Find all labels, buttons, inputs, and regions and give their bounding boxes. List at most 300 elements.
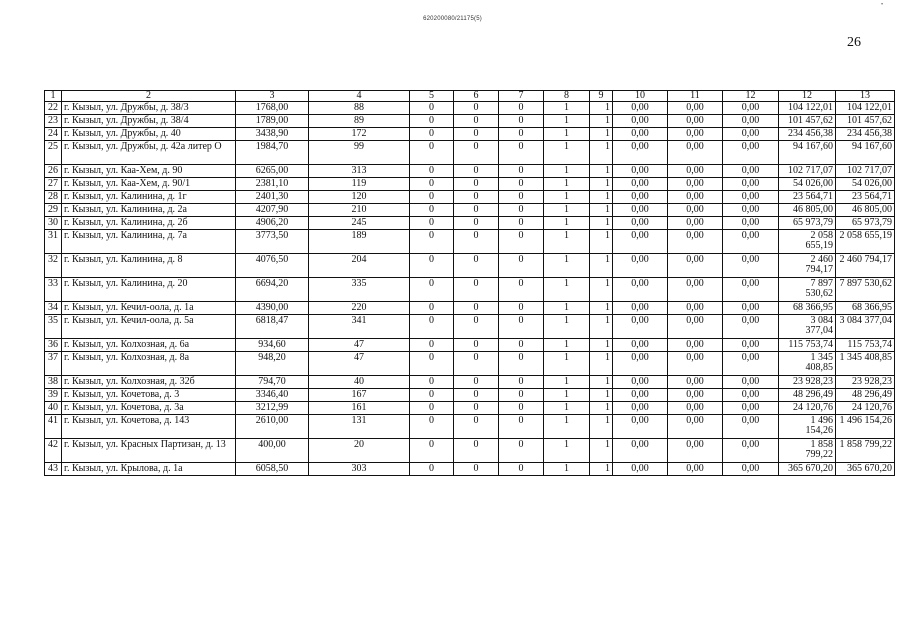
document-code: 620200080/21175(5) (423, 16, 482, 22)
cell-area: 3346,40 (236, 389, 309, 402)
cell-col-8: 1 (544, 389, 590, 402)
cell-area: 4390,00 (236, 302, 309, 315)
cell-residents: 47 (309, 339, 410, 352)
cell-col-8: 1 (544, 415, 590, 439)
cell-col-9: 1 (590, 191, 613, 204)
page-number: 26 (847, 35, 861, 50)
cell-col-11: 0,00 (668, 217, 723, 230)
cell-col-12a: 0,00 (723, 302, 779, 315)
column-number: 2 (62, 91, 236, 102)
cell-residents: 341 (309, 315, 410, 339)
table-row (45, 376, 895, 389)
cell-col-8: 1 (544, 178, 590, 191)
cell-col-8: 1 (544, 102, 590, 115)
cell-col-6: 0 (454, 402, 499, 415)
cell-col-9: 1 (590, 115, 613, 128)
cell-amount-13: 365 670,20 (836, 463, 895, 476)
cell-col-6: 0 (454, 217, 499, 230)
cell-address: г. Кызыл, ул. Калинина, д. 20 (62, 278, 236, 302)
cell-residents: 161 (309, 402, 410, 415)
cell-col-12a: 0,00 (723, 352, 779, 376)
cell-col-9: 1 (590, 128, 613, 141)
cell-col-9: 1 (590, 339, 613, 352)
cell-col-7: 0 (499, 415, 544, 439)
cell-col-9: 1 (590, 217, 613, 230)
cell-col-10: 0,00 (613, 402, 668, 415)
cell-residents: 47 (309, 352, 410, 376)
cell-amount-12: 234 456,38 (779, 128, 836, 141)
cell-row-number: 34 (45, 302, 62, 315)
cell-col-9: 1 (590, 302, 613, 315)
cell-amount-13: 23 928,23 (836, 376, 895, 389)
cell-col-5: 0 (410, 439, 454, 463)
cell-amount-13: 94 167,60 (836, 141, 895, 165)
cell-address: г. Кызыл, ул. Калинина, д. 1г (62, 191, 236, 204)
cell-amount-12: 48 296,49 (779, 389, 836, 402)
cell-col-7: 0 (499, 389, 544, 402)
cell-amount-13: 48 296,49 (836, 389, 895, 402)
cell-col-6: 0 (454, 115, 499, 128)
cell-col-8: 1 (544, 376, 590, 389)
cell-amount-12: 115 753,74 (779, 339, 836, 352)
table-row (45, 165, 895, 178)
cell-col-5: 0 (410, 415, 454, 439)
cell-col-8: 1 (544, 352, 590, 376)
cell-col-6: 0 (454, 165, 499, 178)
cell-col-11: 0,00 (668, 178, 723, 191)
cell-area: 4207,90 (236, 204, 309, 217)
cell-col-10: 0,00 (613, 128, 668, 141)
corner-mark: • (881, 2, 884, 8)
cell-col-12a: 0,00 (723, 463, 779, 476)
cell-col-9: 1 (590, 178, 613, 191)
cell-amount-13: 2 058 655,19 (836, 230, 895, 254)
cell-col-10: 0,00 (613, 352, 668, 376)
table-row (45, 463, 895, 476)
cell-row-number: 40 (45, 402, 62, 415)
cell-row-number: 43 (45, 463, 62, 476)
cell-col-12a: 0,00 (723, 415, 779, 439)
table-row (45, 178, 895, 191)
cell-address: г. Кызыл, ул. Калинина, д. 8 (62, 254, 236, 278)
table-row (45, 415, 895, 439)
cell-amount-13: 234 456,38 (836, 128, 895, 141)
cell-col-9: 1 (590, 315, 613, 339)
cell-col-5: 0 (410, 278, 454, 302)
cell-amount-12: 2 460 794,17 (779, 254, 836, 278)
cell-amount-12: 68 366,95 (779, 302, 836, 315)
table-row (45, 217, 895, 230)
cell-col-12a: 0,00 (723, 389, 779, 402)
table-row (45, 302, 895, 315)
cell-amount-12: 7 897 530,62 (779, 278, 836, 302)
cell-col-11: 0,00 (668, 402, 723, 415)
cell-col-6: 0 (454, 339, 499, 352)
cell-address: г. Кызыл, ул. Колхозная, д. 8а (62, 352, 236, 376)
column-number: 9 (590, 91, 613, 102)
cell-residents: 119 (309, 178, 410, 191)
cell-address: г. Кызыл, ул. Кочетова, д. 3а (62, 402, 236, 415)
cell-col-11: 0,00 (668, 191, 723, 204)
cell-col-7: 0 (499, 302, 544, 315)
cell-row-number: 27 (45, 178, 62, 191)
cell-amount-13: 1 858 799,22 (836, 439, 895, 463)
column-number: 4 (309, 91, 410, 102)
cell-amount-12: 1 858 799,22 (779, 439, 836, 463)
cell-col-8: 1 (544, 204, 590, 217)
cell-row-number: 23 (45, 115, 62, 128)
cell-col-8: 1 (544, 230, 590, 254)
cell-col-7: 0 (499, 376, 544, 389)
cell-col-7: 0 (499, 102, 544, 115)
cell-col-7: 0 (499, 165, 544, 178)
cell-amount-13: 3 084 377,04 (836, 315, 895, 339)
cell-amount-13: 65 973,79 (836, 217, 895, 230)
cell-col-10: 0,00 (613, 254, 668, 278)
cell-area: 948,20 (236, 352, 309, 376)
cell-col-7: 0 (499, 178, 544, 191)
cell-col-5: 0 (410, 128, 454, 141)
column-number: 10 (613, 91, 668, 102)
cell-address: г. Кызыл, ул. Кочетова, д. 3 (62, 389, 236, 402)
cell-amount-13: 115 753,74 (836, 339, 895, 352)
cell-col-7: 0 (499, 254, 544, 278)
cell-residents: 220 (309, 302, 410, 315)
cell-col-9: 1 (590, 439, 613, 463)
cell-col-5: 0 (410, 402, 454, 415)
cell-col-5: 0 (410, 141, 454, 165)
cell-row-number: 22 (45, 102, 62, 115)
cell-amount-13: 1 496 154,26 (836, 415, 895, 439)
cell-row-number: 33 (45, 278, 62, 302)
table-row (45, 102, 895, 115)
cell-residents: 245 (309, 217, 410, 230)
cell-col-9: 1 (590, 402, 613, 415)
cell-col-6: 0 (454, 278, 499, 302)
column-number: 11 (668, 91, 723, 102)
cell-col-11: 0,00 (668, 463, 723, 476)
cell-amount-12: 94 167,60 (779, 141, 836, 165)
table-row (45, 389, 895, 402)
cell-col-6: 0 (454, 439, 499, 463)
table-body (45, 91, 895, 476)
cell-address: г. Кызыл, ул. Каа-Хем, д. 90/1 (62, 178, 236, 191)
cell-col-11: 0,00 (668, 439, 723, 463)
cell-col-7: 0 (499, 230, 544, 254)
cell-address: г. Кызыл, ул. Красных Партизан, д. 13 (62, 439, 236, 463)
cell-area: 3438,90 (236, 128, 309, 141)
cell-col-8: 1 (544, 302, 590, 315)
cell-address: г. Кызыл, ул. Дружбы, д. 38/3 (62, 102, 236, 115)
cell-col-8: 1 (544, 254, 590, 278)
cell-col-7: 0 (499, 217, 544, 230)
cell-col-6: 0 (454, 178, 499, 191)
cell-residents: 89 (309, 115, 410, 128)
cell-amount-12: 2 058 655,19 (779, 230, 836, 254)
cell-col-10: 0,00 (613, 278, 668, 302)
cell-amount-12: 1 496 154,26 (779, 415, 836, 439)
cell-col-12a: 0,00 (723, 128, 779, 141)
cell-col-5: 0 (410, 230, 454, 254)
cell-col-9: 1 (590, 463, 613, 476)
cell-address: г. Кызыл, ул. Крылова, д. 1а (62, 463, 236, 476)
cell-col-10: 0,00 (613, 204, 668, 217)
cell-col-12a: 0,00 (723, 115, 779, 128)
cell-row-number: 37 (45, 352, 62, 376)
cell-col-10: 0,00 (613, 141, 668, 165)
cell-col-12a: 0,00 (723, 339, 779, 352)
cell-col-12a: 0,00 (723, 178, 779, 191)
cell-col-9: 1 (590, 141, 613, 165)
cell-col-10: 0,00 (613, 415, 668, 439)
cell-col-5: 0 (410, 115, 454, 128)
cell-col-8: 1 (544, 402, 590, 415)
cell-amount-13: 1 345 408,85 (836, 352, 895, 376)
cell-col-12a: 0,00 (723, 102, 779, 115)
cell-amount-12: 54 026,00 (779, 178, 836, 191)
cell-col-8: 1 (544, 463, 590, 476)
cell-col-6: 0 (454, 389, 499, 402)
cell-col-11: 0,00 (668, 278, 723, 302)
cell-col-7: 0 (499, 439, 544, 463)
cell-col-5: 0 (410, 352, 454, 376)
cell-col-8: 1 (544, 278, 590, 302)
cell-residents: 120 (309, 191, 410, 204)
cell-col-11: 0,00 (668, 128, 723, 141)
cell-amount-13: 2 460 794,17 (836, 254, 895, 278)
cell-col-11: 0,00 (668, 254, 723, 278)
cell-row-number: 42 (45, 439, 62, 463)
cell-col-5: 0 (410, 191, 454, 204)
column-number: 7 (499, 91, 544, 102)
column-number: 3 (236, 91, 309, 102)
cell-col-11: 0,00 (668, 339, 723, 352)
cell-col-7: 0 (499, 141, 544, 165)
cell-amount-12: 1 345 408,85 (779, 352, 836, 376)
cell-area: 3773,50 (236, 230, 309, 254)
cell-col-10: 0,00 (613, 302, 668, 315)
cell-amount-13: 68 366,95 (836, 302, 895, 315)
cell-address: г. Кызыл, ул. Кечил-оола, д. 5а (62, 315, 236, 339)
table-row (45, 278, 895, 302)
cell-area: 2381,10 (236, 178, 309, 191)
cell-col-10: 0,00 (613, 115, 668, 128)
cell-col-8: 1 (544, 217, 590, 230)
cell-amount-13: 104 122,01 (836, 102, 895, 115)
cell-amount-13: 46 805,00 (836, 204, 895, 217)
cell-residents: 167 (309, 389, 410, 402)
cell-col-12a: 0,00 (723, 217, 779, 230)
cell-col-10: 0,00 (613, 463, 668, 476)
cell-col-8: 1 (544, 315, 590, 339)
cell-residents: 99 (309, 141, 410, 165)
column-number: 12 (723, 91, 779, 102)
table-row (45, 402, 895, 415)
cell-row-number: 32 (45, 254, 62, 278)
cell-amount-13: 54 026,00 (836, 178, 895, 191)
table-row (45, 204, 895, 217)
cell-col-12a: 0,00 (723, 191, 779, 204)
cell-area: 2401,30 (236, 191, 309, 204)
table-row (45, 339, 895, 352)
cell-col-5: 0 (410, 217, 454, 230)
cell-col-8: 1 (544, 141, 590, 165)
cell-col-6: 0 (454, 204, 499, 217)
cell-col-7: 0 (499, 204, 544, 217)
cell-col-9: 1 (590, 102, 613, 115)
column-number: 13 (836, 91, 895, 102)
cell-address: г. Кызыл, ул. Калинина, д. 7а (62, 230, 236, 254)
cell-col-11: 0,00 (668, 302, 723, 315)
cell-col-11: 0,00 (668, 415, 723, 439)
cell-address: г. Кызыл, ул. Дружбы, д. 40 (62, 128, 236, 141)
cell-col-8: 1 (544, 165, 590, 178)
cell-col-6: 0 (454, 102, 499, 115)
cell-row-number: 30 (45, 217, 62, 230)
cell-area: 400,00 (236, 439, 309, 463)
cell-residents: 20 (309, 439, 410, 463)
cell-amount-13: 7 897 530,62 (836, 278, 895, 302)
cell-col-11: 0,00 (668, 165, 723, 178)
cell-col-12a: 0,00 (723, 230, 779, 254)
cell-amount-12: 65 973,79 (779, 217, 836, 230)
cell-col-11: 0,00 (668, 204, 723, 217)
cell-col-9: 1 (590, 165, 613, 178)
cell-col-9: 1 (590, 389, 613, 402)
cell-col-6: 0 (454, 254, 499, 278)
cell-col-8: 1 (544, 115, 590, 128)
cell-amount-12: 23 928,23 (779, 376, 836, 389)
column-number: 8 (544, 91, 590, 102)
cell-col-9: 1 (590, 230, 613, 254)
cell-address: г. Кызыл, ул. Колхозная, д. 6а (62, 339, 236, 352)
cell-col-9: 1 (590, 278, 613, 302)
cell-col-12a: 0,00 (723, 376, 779, 389)
cell-amount-13: 23 564,71 (836, 191, 895, 204)
register-table (44, 90, 895, 476)
table-row (45, 352, 895, 376)
cell-col-7: 0 (499, 402, 544, 415)
cell-area: 6265,00 (236, 165, 309, 178)
cell-col-10: 0,00 (613, 339, 668, 352)
cell-col-5: 0 (410, 376, 454, 389)
column-number: 5 (410, 91, 454, 102)
cell-row-number: 31 (45, 230, 62, 254)
cell-area: 6058,50 (236, 463, 309, 476)
cell-residents: 313 (309, 165, 410, 178)
cell-area: 4906,20 (236, 217, 309, 230)
cell-amount-12: 3 084 377,04 (779, 315, 836, 339)
cell-col-12a: 0,00 (723, 254, 779, 278)
cell-col-9: 1 (590, 376, 613, 389)
cell-residents: 204 (309, 254, 410, 278)
cell-col-10: 0,00 (613, 217, 668, 230)
cell-col-10: 0,00 (613, 178, 668, 191)
cell-col-5: 0 (410, 339, 454, 352)
cell-amount-13: 24 120,76 (836, 402, 895, 415)
cell-row-number: 28 (45, 191, 62, 204)
table-row (45, 141, 895, 165)
cell-area: 1984,70 (236, 141, 309, 165)
cell-address: г. Кызыл, ул. Дружбы, д. 38/4 (62, 115, 236, 128)
cell-row-number: 36 (45, 339, 62, 352)
cell-residents: 172 (309, 128, 410, 141)
cell-col-5: 0 (410, 463, 454, 476)
cell-col-10: 0,00 (613, 230, 668, 254)
cell-col-6: 0 (454, 191, 499, 204)
cell-col-7: 0 (499, 278, 544, 302)
cell-col-8: 1 (544, 439, 590, 463)
cell-col-12a: 0,00 (723, 439, 779, 463)
cell-address: г. Кызыл, ул. Каа-Хем, д. 90 (62, 165, 236, 178)
cell-col-5: 0 (410, 178, 454, 191)
cell-col-6: 0 (454, 302, 499, 315)
cell-col-6: 0 (454, 376, 499, 389)
cell-residents: 189 (309, 230, 410, 254)
cell-col-11: 0,00 (668, 141, 723, 165)
cell-area: 6694,20 (236, 278, 309, 302)
cell-row-number: 35 (45, 315, 62, 339)
cell-col-10: 0,00 (613, 439, 668, 463)
column-number: 1 (45, 91, 62, 102)
cell-col-8: 1 (544, 191, 590, 204)
cell-amount-12: 23 564,71 (779, 191, 836, 204)
cell-col-10: 0,00 (613, 389, 668, 402)
cell-col-7: 0 (499, 315, 544, 339)
cell-col-12a: 0,00 (723, 315, 779, 339)
table-row (45, 128, 895, 141)
cell-area: 934,60 (236, 339, 309, 352)
table-row (45, 439, 895, 463)
cell-col-6: 0 (454, 141, 499, 165)
cell-address: г. Кызыл, ул. Колхозная, д. 32б (62, 376, 236, 389)
cell-col-5: 0 (410, 254, 454, 278)
cell-amount-13: 102 717,07 (836, 165, 895, 178)
cell-col-9: 1 (590, 254, 613, 278)
cell-col-6: 0 (454, 415, 499, 439)
cell-col-11: 0,00 (668, 376, 723, 389)
cell-address: г. Кызыл, ул. Калинина, д. 2а (62, 204, 236, 217)
column-number: 6 (454, 91, 499, 102)
cell-row-number: 41 (45, 415, 62, 439)
cell-col-7: 0 (499, 352, 544, 376)
cell-col-5: 0 (410, 204, 454, 217)
cell-col-12a: 0,00 (723, 402, 779, 415)
cell-address: г. Кызыл, ул. Кочетова, д. 143 (62, 415, 236, 439)
cell-col-12a: 0,00 (723, 165, 779, 178)
cell-amount-12: 46 805,00 (779, 204, 836, 217)
cell-area: 6818,47 (236, 315, 309, 339)
cell-col-8: 1 (544, 339, 590, 352)
cell-row-number: 29 (45, 204, 62, 217)
cell-area: 1768,00 (236, 102, 309, 115)
cell-amount-13: 101 457,62 (836, 115, 895, 128)
cell-residents: 131 (309, 415, 410, 439)
cell-col-10: 0,00 (613, 376, 668, 389)
table-row (45, 315, 895, 339)
cell-col-9: 1 (590, 204, 613, 217)
cell-amount-12: 365 670,20 (779, 463, 836, 476)
cell-col-9: 1 (590, 352, 613, 376)
cell-col-11: 0,00 (668, 389, 723, 402)
cell-amount-12: 24 120,76 (779, 402, 836, 415)
cell-col-7: 0 (499, 115, 544, 128)
cell-col-8: 1 (544, 128, 590, 141)
cell-col-6: 0 (454, 128, 499, 141)
cell-row-number: 26 (45, 165, 62, 178)
cell-col-10: 0,00 (613, 315, 668, 339)
cell-col-12a: 0,00 (723, 141, 779, 165)
